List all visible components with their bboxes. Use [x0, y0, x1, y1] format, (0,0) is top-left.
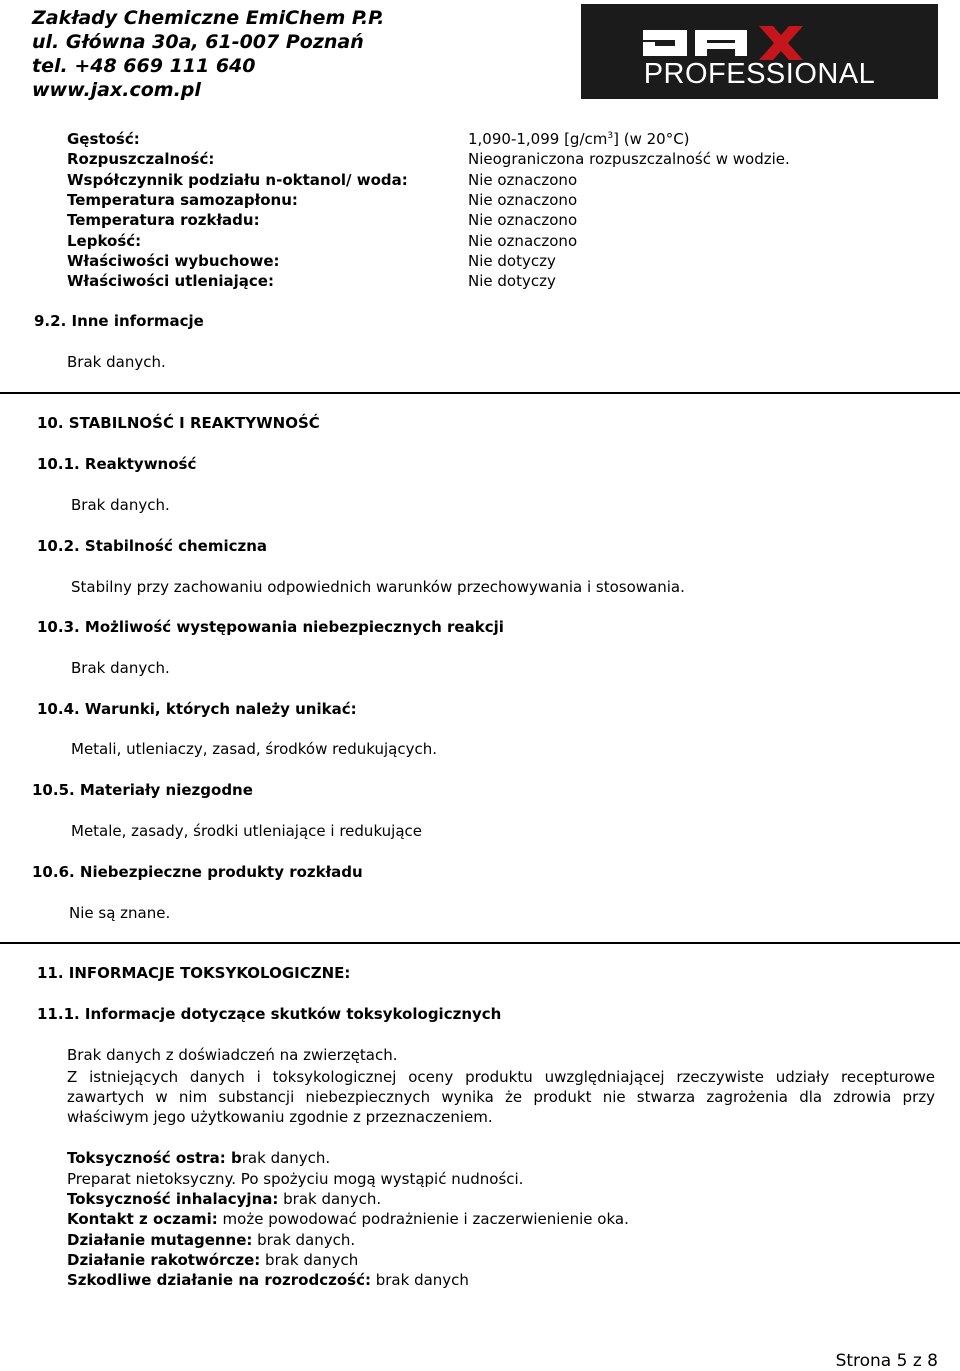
- section-heading-10-6: 10.6. Niebezpieczne produkty rozkładu: [32, 863, 363, 881]
- toxicity-carcinogenic: Działanie rakotwórcze: brak danych: [67, 1251, 359, 1269]
- section-text: Brak danych.: [67, 353, 166, 371]
- section-heading-11-1: 11.1. Informacje dotyczące skutków toksykologicznych: [37, 1005, 502, 1023]
- property-value: Nie dotyczy: [468, 252, 556, 270]
- property-value: 1,090-1,099 $[g/cm^3]$ (w 20°C): [468, 130, 690, 148]
- section-heading-10: 10. STABILNOŚĆ I REAKTYWNOŚĆ: [37, 414, 320, 432]
- property-label: Rozpuszczalność:: [67, 150, 215, 168]
- section-text: Brak danych.: [71, 659, 170, 677]
- section-heading-11: 11. INFORMACJE TOKSYKOLOGICZNE:: [37, 964, 351, 982]
- toxicity-inhalation: Toksyczność inhalacyjna: brak danych.: [67, 1190, 382, 1208]
- property-value: Nie oznaczono: [468, 232, 578, 250]
- property-label: Lepkość:: [67, 232, 142, 250]
- toxicology-paragraph: Z istniejących danych i toksykologicznej oceny produktu uwzględniającej rzeczywiste udziały recepturowe zawartych w nim substancji niebezpiecznych wynika że produkt nie stwarza zagrożenia dla zdrowia przy właściwym jego użytkowaniu zgodnie z przeznaczeniem.: [67, 1068, 935, 1126]
- section-heading-9-2: 9.2. Inne informacje: [34, 312, 204, 330]
- section-heading-10-5: 10.5. Materiały niezgodne: [32, 781, 253, 799]
- property-value: Nie oznaczono: [468, 211, 578, 229]
- property-label: Właściwości wybuchowe:: [67, 252, 280, 270]
- company-phone: tel. +48 669 111 640: [32, 55, 256, 77]
- logo-text: PROFESSIONAL: [643, 58, 876, 90]
- company-name: Zakłady Chemiczne EmiChem P.P.: [32, 7, 385, 29]
- section-text: Metali, utleniaczy, zasad, środków redukujących.: [71, 740, 437, 758]
- toxicity-acute: Toksyczność ostra: brak danych.: [67, 1149, 331, 1167]
- section-divider: [0, 942, 960, 944]
- section-text: Metale, zasady, środki utleniające i redukujące: [71, 822, 423, 840]
- toxicity-eye-contact: Kontakt z oczami: może powodować podrażnienie i zaczerwienienie oka.: [67, 1210, 629, 1228]
- page-number: Strona 5 z 8: [835, 1351, 938, 1371]
- section-heading-10-2: 10.2. Stabilność chemiczna: [37, 537, 268, 555]
- property-value: Nie oznaczono: [468, 171, 578, 189]
- property-label: Właściwości utleniające:: [67, 272, 274, 290]
- company-website[interactable]: www.jax.com.pl: [32, 79, 201, 101]
- section-divider: [0, 392, 960, 394]
- section-text: Brak danych z doświadczeń na zwierzętach.: [67, 1046, 398, 1064]
- section-text: Brak danych.: [71, 496, 170, 514]
- toxicity-mutagenic: Działanie mutagenne: brak danych.: [67, 1231, 356, 1249]
- section-heading-10-1: 10.1. Reaktywność: [37, 455, 197, 473]
- section-text: Nie są znane.: [69, 904, 171, 922]
- property-value: Nie oznaczono: [468, 191, 578, 209]
- property-label: Temperatura samozapłonu:: [67, 191, 298, 209]
- toxicity-reproductive: Szkodliwe działanie na rozrodczość: brak danych: [67, 1271, 469, 1289]
- section-text: Stabilny przy zachowaniu odpowiednich warunków przechowywania i stosowania.: [71, 578, 685, 596]
- property-value: Nieograniczona rozpuszczalność w wodzie.: [468, 150, 790, 168]
- property-label: Gęstość:: [67, 130, 140, 148]
- section-heading-10-4: 10.4. Warunki, których należy unikać:: [37, 700, 357, 718]
- jax-professional-logo: [581, 4, 938, 99]
- property-label: Współczynnik podziału n-oktanol/ woda:: [67, 171, 408, 189]
- toxicity-nontoxic: Preparat nietoksyczny. Po spożyciu mogą wystąpić nudności.: [67, 1170, 524, 1188]
- company-address: ul. Główna 30a, 61-007 Poznań: [32, 31, 364, 53]
- property-label: Temperatura rozkładu:: [67, 211, 260, 229]
- section-heading-10-3: 10.3. Możliwość występowania niebezpiecznych reakcji: [37, 618, 504, 636]
- property-value: Nie dotyczy: [468, 272, 556, 290]
